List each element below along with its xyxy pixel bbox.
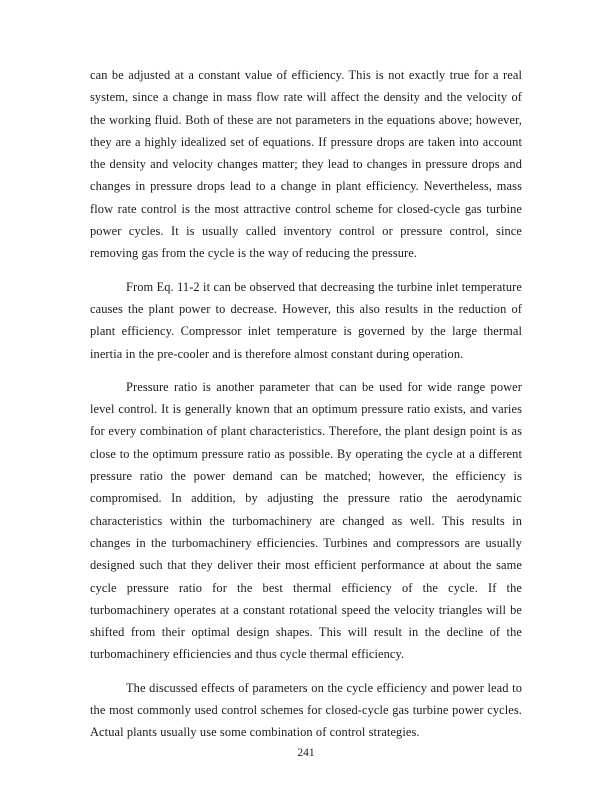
text-body [90, 64, 522, 744]
paragraph: Pressure ratio is another parameter that can be used for wide range power level control. It is generally known that an optimum pressure ratio exists, and varies for every combination of plant characteristics. Therefore, the plant design point is as close to the optimum pressure ratio as possible. By operating the cycle at a different pressure ratio the power demand can be matched; however, the efficiency is compromised. In addition, by adjusting the pressure ratio the aerodynamic characteristics within the turbomachinery are changed as well. This results in changes in the turbomachinery efficiencies. Turbines and compressors are usually designed such that they deliver their most efficient performance at about the same cycle pressure ratio for the best thermal efficiency of the cycle. If the turbomachinery operates at a constant rotational speed the velocity triangles will be shifted from their optimal design shapes. This will result in the decline of the turbomachinery efficiencies and thus cycle thermal efficiency. [90, 379, 522, 662]
paragraph: The discussed effects of parameters on the cycle efficiency and power lead to the most commonly used control schemes for closed-cycle gas turbine power cycles. Actual plants usually use some combination of control strategies. [90, 680, 522, 740]
paragraph: From Eq. 11-2 it can be observed that decreasing the turbine inlet temperature causes the plant power to decrease. However, this also results in the reduction of plant efficiency. Compressor inlet temperature is governed by the large thermal inertia in the pre-cooler and is therefore almost constant during operation. [90, 279, 522, 361]
page-number: 241 [297, 747, 315, 759]
paragraph: can be adjusted at a constant value of efficiency. This is not exactly true for a real system, since a change in mass flow rate will affect the density and the velocity of the working fluid. Both of these are not parameters in the equations above; however, they are a highly idealized set of equations. If pressure drops are taken into account the density and velocity changes matter; they lead to changes in pressure drops and changes in pressure drops lead to a change in plant efficiency. Nevertheless, mass flow rate control is the most attractive control scheme for closed-cycle gas turbine power cycles. It is usually called inventory control or pressure control, since removing gas from the cycle is the way of reducing the pressure. [90, 68, 522, 261]
